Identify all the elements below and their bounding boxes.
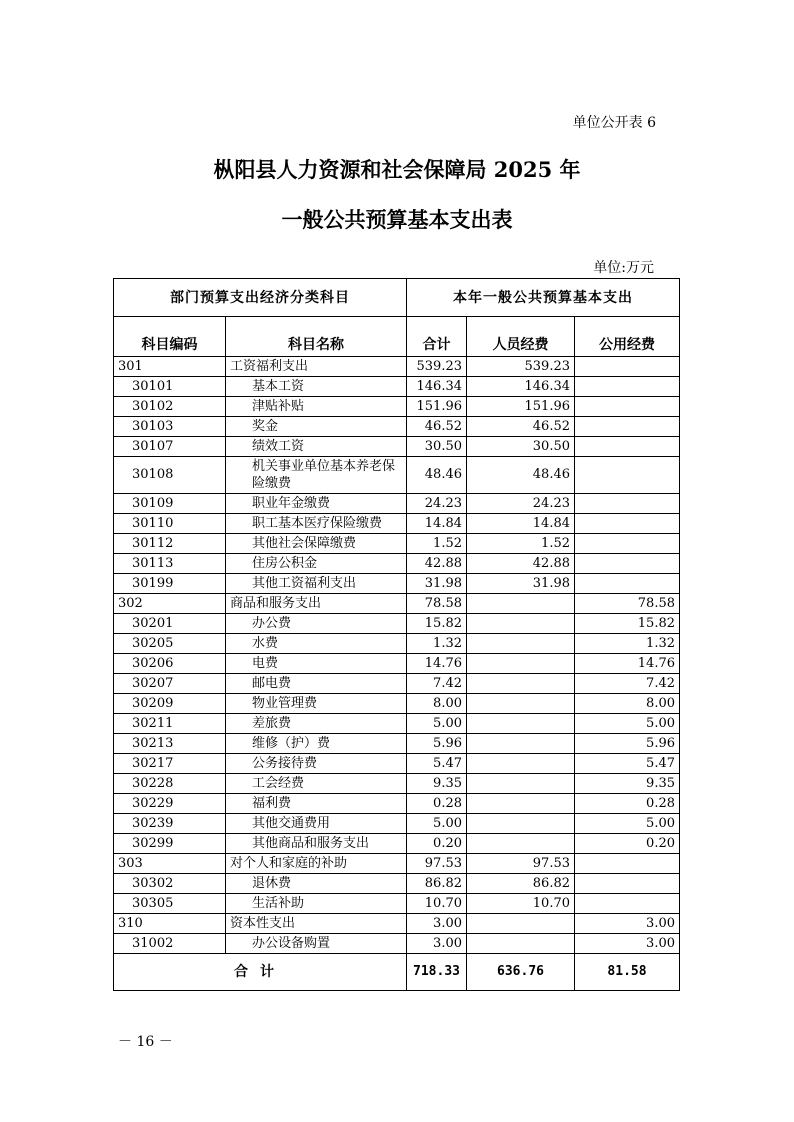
header-column-row	[114, 317, 680, 357]
row-public	[575, 854, 680, 874]
row-personnel	[467, 734, 575, 754]
row-personnel	[467, 834, 575, 854]
header-name: 科目名称	[226, 317, 407, 357]
row-name: 商品和服务支出	[226, 594, 407, 614]
row-personnel: 31.98	[467, 574, 575, 594]
row-total: 78.58	[407, 594, 467, 614]
row-name: 基本工资	[226, 377, 407, 397]
row-public: 3.00	[575, 914, 680, 934]
row-personnel: 46.52	[467, 417, 575, 437]
row-total: 3.00	[407, 934, 467, 954]
row-personnel: 86.82	[467, 874, 575, 894]
table-row	[114, 934, 680, 954]
budget-table	[113, 278, 680, 991]
row-personnel	[467, 714, 575, 734]
row-code: 30228	[114, 774, 226, 794]
row-public	[575, 437, 680, 457]
row-public	[575, 397, 680, 417]
row-total: 0.28	[407, 794, 467, 814]
row-name: 物业管理费	[226, 694, 407, 714]
row-name: 电费	[226, 654, 407, 674]
row-name: 其他工资福利支出	[226, 574, 407, 594]
row-personnel: 1.52	[467, 534, 575, 554]
row-name: 工资福利支出	[226, 357, 407, 377]
row-public: 5.00	[575, 814, 680, 834]
header-group-left: 部门预算支出经济分类科目	[114, 279, 407, 317]
row-public: 3.00	[575, 934, 680, 954]
row-code: 30103	[114, 417, 226, 437]
table-row	[114, 834, 680, 854]
row-code: 30305	[114, 894, 226, 914]
row-public: 1.32	[575, 634, 680, 654]
row-personnel	[467, 694, 575, 714]
row-total: 31.98	[407, 574, 467, 594]
row-code: 30207	[114, 674, 226, 694]
row-public	[575, 894, 680, 914]
row-name: 维修（护）费	[226, 734, 407, 754]
row-personnel	[467, 934, 575, 954]
row-public: 7.42	[575, 674, 680, 694]
header-public: 公用经费	[575, 317, 680, 357]
table-row	[114, 377, 680, 397]
row-personnel	[467, 594, 575, 614]
row-public	[575, 417, 680, 437]
header-code: 科目编码	[114, 317, 226, 357]
row-name: 奖金	[226, 417, 407, 437]
row-code: 30112	[114, 534, 226, 554]
row-name: 生活补助	[226, 894, 407, 914]
row-public	[575, 554, 680, 574]
table-row	[114, 417, 680, 437]
row-code: 30302	[114, 874, 226, 894]
row-name: 资本性支出	[226, 914, 407, 934]
row-total: 5.47	[407, 754, 467, 774]
row-total: 5.00	[407, 814, 467, 834]
row-total: 5.00	[407, 714, 467, 734]
row-personnel	[467, 674, 575, 694]
header-personnel: 人员经费	[467, 317, 575, 357]
total-label: 合计	[114, 954, 407, 991]
row-personnel	[467, 654, 575, 674]
row-name: 办公费	[226, 614, 407, 634]
row-public: 15.82	[575, 614, 680, 634]
table-row	[114, 534, 680, 554]
row-code: 30113	[114, 554, 226, 574]
row-code: 301	[114, 357, 226, 377]
unit-label: 单位:万元	[593, 260, 654, 276]
row-total: 14.84	[407, 514, 467, 534]
row-total: 86.82	[407, 874, 467, 894]
table-row	[114, 574, 680, 594]
row-code: 30201	[114, 614, 226, 634]
row-code: 310	[114, 914, 226, 934]
row-total: 0.20	[407, 834, 467, 854]
row-personnel	[467, 754, 575, 774]
row-public: 14.76	[575, 654, 680, 674]
row-total: 24.23	[407, 494, 467, 514]
row-name: 办公设备购置	[226, 934, 407, 954]
table-row	[114, 554, 680, 574]
row-code: 302	[114, 594, 226, 614]
row-name: 机关事业单位基本养老保险缴费	[226, 457, 407, 494]
row-total: 15.82	[407, 614, 467, 634]
header-total: 合计	[407, 317, 467, 357]
row-public	[575, 874, 680, 894]
row-name: 工会经费	[226, 774, 407, 794]
row-public: 9.35	[575, 774, 680, 794]
table-row	[114, 894, 680, 914]
form-number: 单位公开表 6	[572, 115, 656, 131]
row-total: 1.32	[407, 634, 467, 654]
row-code: 30101	[114, 377, 226, 397]
row-total: 42.88	[407, 554, 467, 574]
table-row	[114, 794, 680, 814]
row-name: 水费	[226, 634, 407, 654]
row-personnel: 14.84	[467, 514, 575, 534]
row-personnel: 48.46	[467, 457, 575, 494]
table-row	[114, 614, 680, 634]
row-code: 30205	[114, 634, 226, 654]
row-total: 151.96	[407, 397, 467, 417]
row-total: 9.35	[407, 774, 467, 794]
row-code: 30199	[114, 574, 226, 594]
row-public: 8.00	[575, 694, 680, 714]
row-total: 7.42	[407, 674, 467, 694]
row-personnel	[467, 774, 575, 794]
row-name: 职业年金缴费	[226, 494, 407, 514]
row-name: 绩效工资	[226, 437, 407, 457]
row-total: 146.34	[407, 377, 467, 397]
row-code: 30299	[114, 834, 226, 854]
row-personnel: 42.88	[467, 554, 575, 574]
table-row	[114, 674, 680, 694]
row-code: 30108	[114, 457, 226, 494]
row-name: 对个人和家庭的补助	[226, 854, 407, 874]
table-row	[114, 694, 680, 714]
row-code: 30107	[114, 437, 226, 457]
document-title: 枞阳县人力资源和社会保障局 2025 年	[213, 157, 581, 182]
row-code: 30229	[114, 794, 226, 814]
row-total: 5.96	[407, 734, 467, 754]
row-total: 97.53	[407, 854, 467, 874]
row-public: 5.00	[575, 714, 680, 734]
row-name: 职工基本医疗保险缴费	[226, 514, 407, 534]
row-total: 539.23	[407, 357, 467, 377]
row-total: 8.00	[407, 694, 467, 714]
row-name: 公务接待费	[226, 754, 407, 774]
row-name: 其他交通费用	[226, 814, 407, 834]
row-code: 30239	[114, 814, 226, 834]
row-code: 30211	[114, 714, 226, 734]
row-public: 78.58	[575, 594, 680, 614]
table-row	[114, 654, 680, 674]
total-public: 81.58	[575, 954, 680, 991]
row-name: 差旅费	[226, 714, 407, 734]
row-public: 5.96	[575, 734, 680, 754]
row-code: 30102	[114, 397, 226, 417]
row-personnel	[467, 794, 575, 814]
row-personnel: 151.96	[467, 397, 575, 417]
document-subtitle: 一般公共预算基本支出表	[281, 207, 513, 232]
table-row	[114, 594, 680, 614]
total-row	[114, 954, 680, 991]
row-public	[575, 574, 680, 594]
row-total: 3.00	[407, 914, 467, 934]
row-total: 1.52	[407, 534, 467, 554]
table-row	[114, 397, 680, 417]
total-personnel: 636.76	[467, 954, 575, 991]
table-row	[114, 854, 680, 874]
row-code: 30213	[114, 734, 226, 754]
table-row	[114, 774, 680, 794]
table-row	[114, 734, 680, 754]
row-code: 30209	[114, 694, 226, 714]
table-row	[114, 494, 680, 514]
table-row	[114, 874, 680, 894]
table-row	[114, 634, 680, 654]
row-total: 48.46	[407, 457, 467, 494]
row-personnel	[467, 614, 575, 634]
row-code: 303	[114, 854, 226, 874]
row-public	[575, 377, 680, 397]
row-personnel: 24.23	[467, 494, 575, 514]
row-personnel: 539.23	[467, 357, 575, 377]
row-name: 津贴补贴	[226, 397, 407, 417]
row-total: 10.70	[407, 894, 467, 914]
row-personnel: 10.70	[467, 894, 575, 914]
row-total: 14.76	[407, 654, 467, 674]
table-row	[114, 514, 680, 534]
row-name: 福利费	[226, 794, 407, 814]
row-code: 30217	[114, 754, 226, 774]
row-total: 46.52	[407, 417, 467, 437]
row-public: 5.47	[575, 754, 680, 774]
row-public: 0.20	[575, 834, 680, 854]
table-row	[114, 714, 680, 734]
table-row	[114, 914, 680, 934]
row-public	[575, 494, 680, 514]
row-public	[575, 514, 680, 534]
header-group-row	[114, 279, 680, 317]
row-personnel: 30.50	[467, 437, 575, 457]
row-personnel	[467, 814, 575, 834]
header-group-right: 本年一般公共预算基本支出	[407, 279, 680, 317]
row-public	[575, 357, 680, 377]
row-name: 退休费	[226, 874, 407, 894]
row-personnel	[467, 914, 575, 934]
row-public	[575, 457, 680, 494]
page-number: － 16 －	[118, 1034, 173, 1050]
row-name: 邮电费	[226, 674, 407, 694]
row-code: 30109	[114, 494, 226, 514]
row-total: 30.50	[407, 437, 467, 457]
row-public: 0.28	[575, 794, 680, 814]
row-name: 住房公积金	[226, 554, 407, 574]
total-sum: 718.33	[407, 954, 467, 991]
table-row	[114, 437, 680, 457]
table-row	[114, 457, 680, 494]
row-name: 其他社会保障缴费	[226, 534, 407, 554]
table-row	[114, 814, 680, 834]
row-personnel: 146.34	[467, 377, 575, 397]
row-code: 30206	[114, 654, 226, 674]
row-public	[575, 534, 680, 554]
row-name: 其他商品和服务支出	[226, 834, 407, 854]
row-code: 30110	[114, 514, 226, 534]
table-row	[114, 357, 680, 377]
row-personnel	[467, 634, 575, 654]
row-personnel: 97.53	[467, 854, 575, 874]
row-code: 31002	[114, 934, 226, 954]
table-row	[114, 754, 680, 774]
